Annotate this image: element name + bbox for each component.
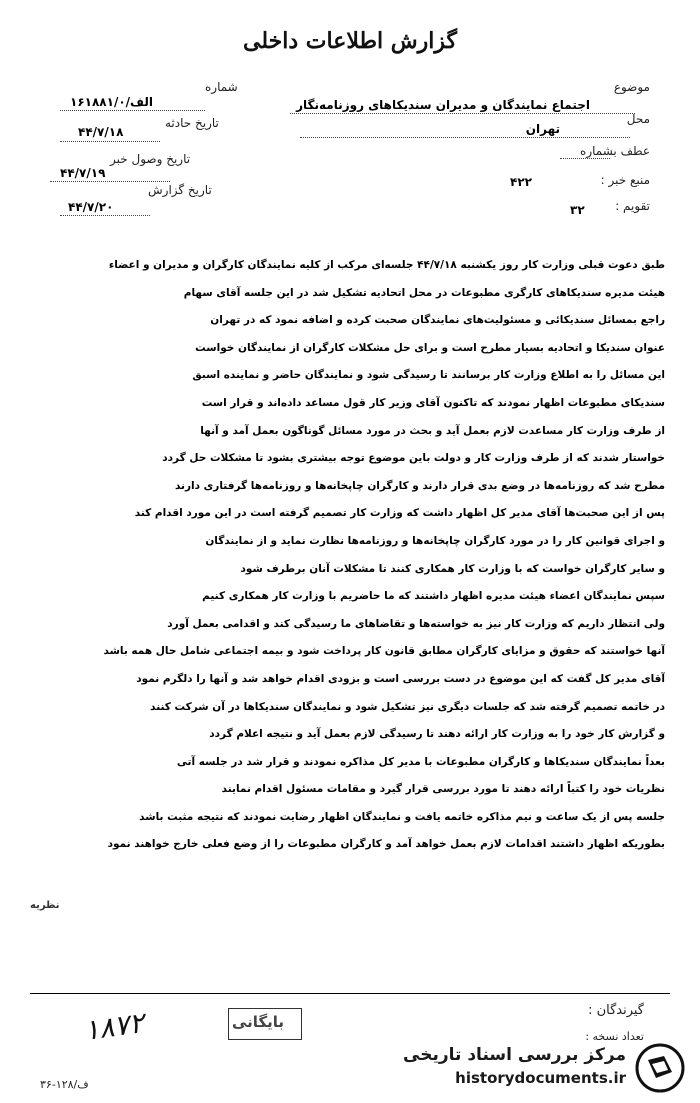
body-line: و سایر کارگران خواست که با وزارت کار همکاری کنند تا مشکلات آنان برطرف شود [240,562,665,575]
report-date-line [60,215,150,216]
report-date-label: تاریخ گزارش [148,183,212,197]
event-date-label: تاریخ حادثه [165,116,219,130]
watermark [403,1045,626,1087]
event-date-line [60,141,160,142]
handwritten-number: ۱۸۷۲ [81,1005,147,1048]
ref-line [560,158,610,159]
place-line [300,137,630,138]
watermark-site: historydocuments.ir [455,1069,626,1087]
body-line: عنوان سندیکا و اتحادیه بسیار مطرح است و برای حل مشکلات کارگران از نمایندگان خواست [195,341,665,354]
body-line: طبق دعوت قبلی وزارت کار روز یکشنبه ۴۴/۷/۱۸ جلسه‌ای مرکب از کلیه نمایندگان کارگران و مدیران و اعضاء [108,259,665,271]
body-line: و گزارش کار خود را به وزارت کار ارائه دهند تا رسیدگی لازم بعمل آید و نتیجه اعلام گردد [209,728,665,741]
receipt-date-label: تاریخ وصول خبر [110,152,191,166]
archive-logo-icon [634,1042,686,1094]
body-line: مطرح شد که روزنامه‌ها در وضع بدی قرار دارند و کارگران چاپخانه‌ها و روزنامه‌ها گرفتاری دارند [174,479,665,492]
source-value: ۴۲۲ [510,175,532,189]
report-date-value: ۴۴/۷/۲۰ [68,200,114,214]
body-line: از طرف وزارت کار مساعدت لازم بعمل آید و بحث در مورد مسائل گوناگون بعمل آمد و آنها [200,424,665,437]
number-label: شماره [205,80,238,94]
body-line: جلسه پس از یک ساعت و نیم مذاکره خاتمه یافت و نمایندگان اظهار رضایت نمودند که نتیجه مثبت باشد [139,810,665,823]
receipt-date-line [50,181,170,182]
body-line: بطوریکه اظهار داشتند اقدامات لازم بعمل خواهد آمد و کارگران مطبوعات را از وضع فعلی خارج خواهند نمود [107,838,665,851]
source-label: منبع خبر : [600,173,650,187]
body-line: ولی انتظار داریم که وزارت کار نیز به خواسته‌ها و تقاضاهای ما رسیدگی کند و اقدامی بعمل آورد [167,617,665,630]
body-line: و اجرای قوانین کار را در مورد کارگران چاپخانه‌ها و روزنامه‌ها نظارت نماید و از نمایندگان [205,534,665,547]
body-line: پس از این صحبت‌ها آقای مدیر کل اظهار داشت که وزارت کار تصمیم گرفته است در این مورد اقدام کند [134,507,665,520]
report-title: گزارش اطلاعات داخلی [243,28,457,54]
archive-stamp-text: بایگانی [232,1013,285,1031]
body-line: سندیکای مطبوعات اظهار نمودند که تاکنون آقای وزیر کار قول مساعد داده‌اند و قرار است [201,396,665,409]
place-label: محل [626,112,650,126]
body-line: خواستار شدند که از طرف وزارت کار و دولت باین موضوع توجه بیشتری بشود تا مشکلات حل گردد [162,452,665,465]
footer-divider [30,993,670,994]
body-line: نظریات خود را کتباً ارائه دهند تا مورد بررسی قرار گیرد و مقامات مسئول اقدام نمایند [221,783,665,796]
ref-label: عطف بشماره [580,144,650,158]
body-line: آنها خواستند که حقوق و مزایای کارگران مطابق قانون کار پرداخت شود و بیمه اجتماعی شامل حال همه باشد [103,645,665,658]
body-line: آقای مدیر کل گفت که این موضوع در دست بررسی است و بزودی اقدام خواهد شد و آنها را دلگرم نمود [136,672,665,685]
watermark-org: مرکز بررسی اسناد تاریخی [403,1045,626,1065]
subject-line [290,113,635,114]
subject-value: اجتماع نمایندگان و مدیران سندیکاهای روزنامه‌نگار [296,98,590,112]
rating-label: تقویم : [615,199,650,213]
rating-value: ۳۲ [570,203,585,217]
number-value: ۱۶۱۸۸۱/۰/الف [70,95,153,109]
receipt-date-value: ۴۴/۷/۱۹ [60,166,106,180]
body-line: بعداً نمایندگان سندیکاها و کارگران مطبوعات با مدیر کل مذاکره نمودند و قرار شد در جلسه آتی [176,755,665,768]
body-line: سپس نمایندگان اعضاء هیئت مدیره اظهار داشتند که ما حاضریم با وزارت کار همکاری کنیم [202,590,665,603]
place-value: تهران [525,122,560,136]
report-body [40,252,665,859]
event-date-value: ۴۴/۷/۱۸ [78,125,124,139]
body-line: در خاتمه تصمیم گرفته شد که جلسات دیگری نیز تشکیل شود و نمایندگان سندیکاها در آن شرکت کنند [150,700,665,713]
recipients-label: گیرندگان : [588,1003,644,1018]
body-line: راجع بمسائل سندیکائی و مسئولیت‌های نمایندگان صحبت کرده و اضافه نمود که در تهران [210,314,665,327]
body-line: هیئت مدیره سندیکاهای کارگری مطبوعات در محل اتحادیه تشکیل شد در این جلسه آقای سهام [183,286,665,299]
form-code: ف/۱۲۸-۳۶ [40,1078,89,1091]
number-line [60,110,205,111]
margin-note: نظریه [30,900,60,911]
body-line: این مسائل را به اطلاع وزارت کار برسانند تا رسیدگی شود و نمایندگان حاضر و نماینده اسبق [192,369,665,382]
copies-label: تعداد نسخه : [585,1030,644,1043]
subject-label: موضوع [613,80,650,94]
